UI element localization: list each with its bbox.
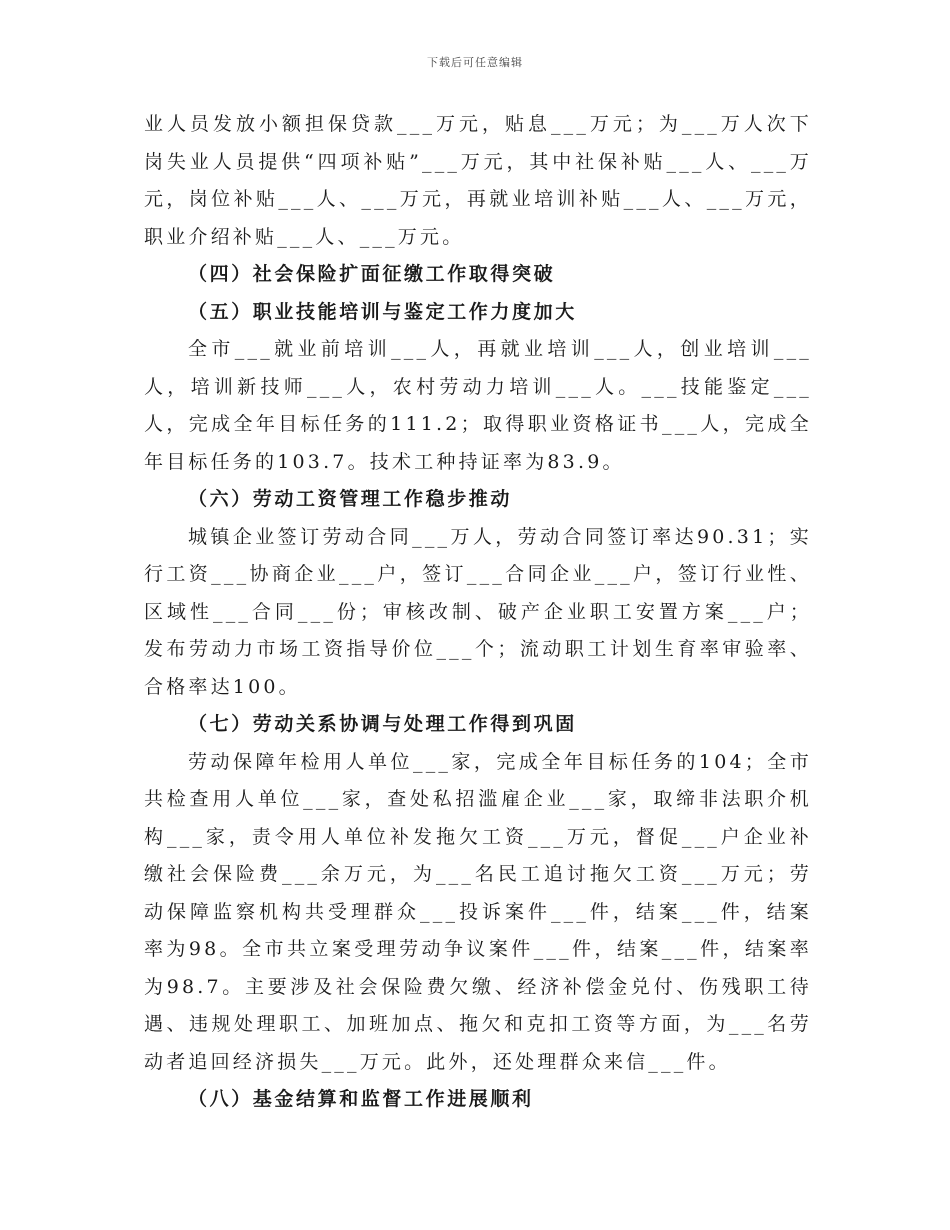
paragraph-loan-subsidy: 业人员发放小额担保贷款___万元，贴息___万元；为___万人次下岗失业人员提供“四项补贴”___万元，其中社保补贴___人、___万元，岗位补贴___人、___万元，再就业培训补贴___人、___万元，职业介绍补贴___人、___万元。: [144, 113, 812, 248]
paragraph-labor-relations: 劳动保障年检用人单位___家，完成全年目标任务的104；全市共检查用人单位___家，查处私招滥雇企业___家，取缔非法职介机构___家，责令用人单位补发拖欠工资___万元，督促___户企业补缴社会保险费___余万元，为___名民工追讨拖欠工资___万元；劳动保障监察机构共受理群众___投诉案件___件，结案___件，结案率为98。全市共立案受理劳动争议案件___件，结案___件，结案率为98.7。主要涉及社会保险费欠缴、经济补偿金兑付、伤残职工待遇、违规处理职工、加班加点、拖欠和克扣工资等方面，为___名劳动者追回经济损失___万元。此外，还处理群众来信___件。: [144, 750, 812, 1073]
heading-social-insurance: （四）社会保险扩面征缴工作取得突破: [188, 263, 556, 285]
paragraph-labor-wages: 城镇企业签订劳动合同___万人，劳动合同签订率达90.31；实行工资___协商企业___户，签订___合同企业___户，签订行业性、区域性___合同___份；审核改制、破产企业职工安置方案___户；发布劳动力市场工资指导价位___个；流动职工计划生育率审验率、合格率达100。: [144, 525, 812, 698]
paragraph-skills-training: 全市___就业前培训___人，再就业培训___人，创业培训___人，培训新技师___人，农村劳动力培训___人。___技能鉴定___人，完成全年目标任务的111.2；取得职业资格证书___人，完成全年目标任务的103.7。技术工种持证率为83.9。: [144, 338, 812, 473]
document-body: [144, 106, 812, 1119]
heading-labor-relations: （七）劳动关系协调与处理工作得到巩固: [188, 713, 577, 735]
heading-labor-wages: （六）劳动工资管理工作稳步推动: [188, 488, 513, 510]
heading-fund-settlement: （八）基金结算和监督工作进展顺利: [188, 1088, 534, 1110]
heading-skills-training: （五）职业技能培训与鉴定工作力度加大: [188, 300, 577, 323]
page-header-note: 下载后可任意编辑: [427, 56, 523, 69]
